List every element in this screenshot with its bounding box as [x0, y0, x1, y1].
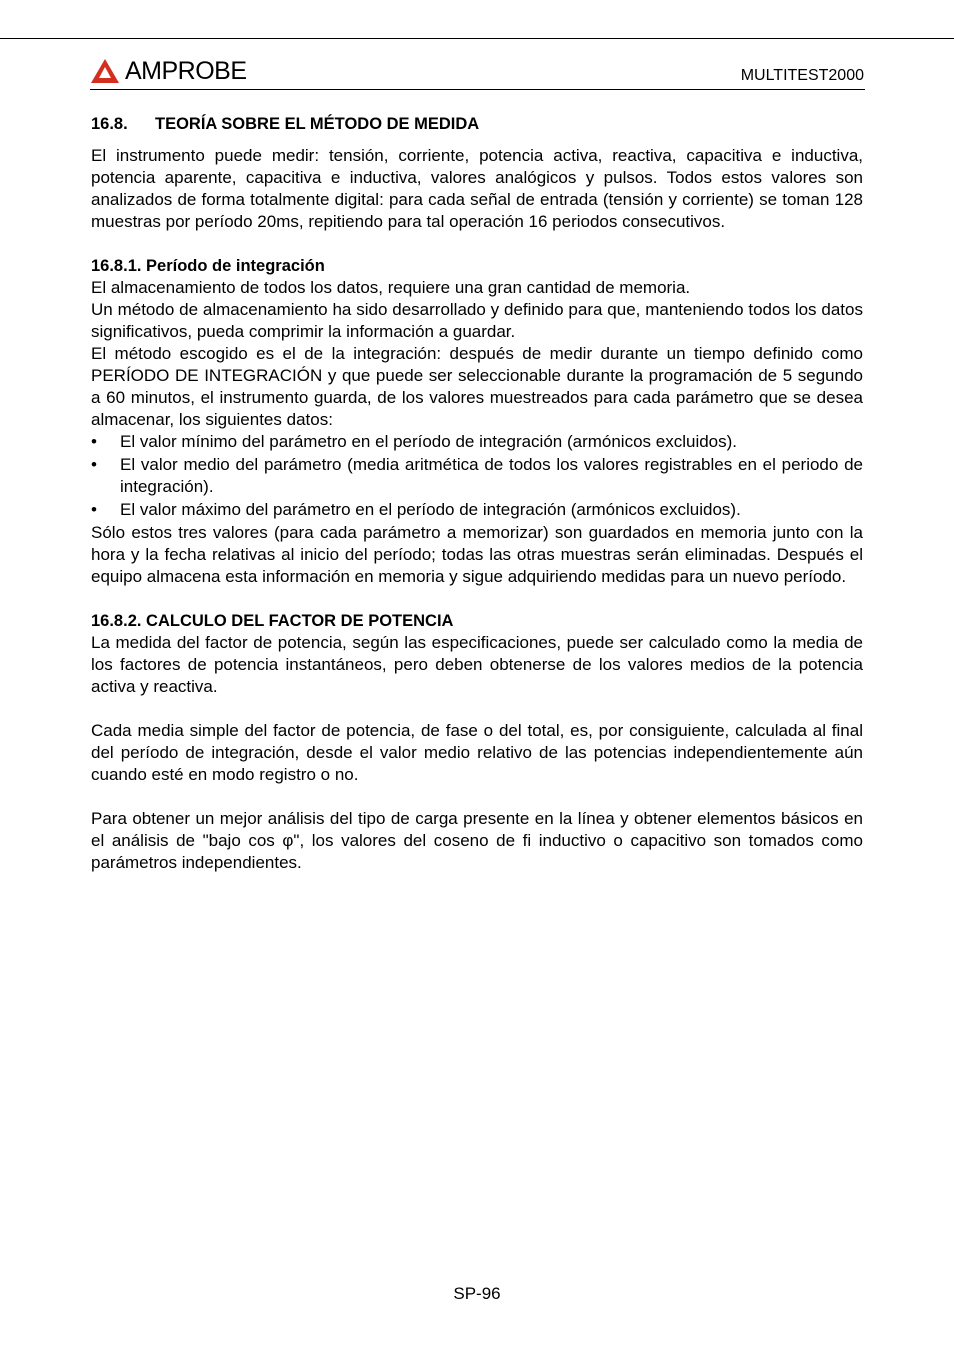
document-name: MULTITEST2000 — [740, 67, 864, 84]
page-content — [91, 113, 863, 874]
integration-paragraph-3: El método escogido es el de la integración: después de medir durante un tiempo definido como PERÍODO DE INTEGRACIÓN y que puede ser seleccionable durante la programación de 5 segundo a 60 minutos, el instrumento guarda, de los valores muestreados para cada parámetro que se desea almacenar, los siguientes datos: — [91, 344, 863, 429]
section-title: TEORÍA SOBRE EL MÉTODO DE MEDIDA — [155, 115, 480, 133]
section-number: 16.8. — [91, 115, 128, 133]
logo-text: AMPROBE — [125, 57, 247, 85]
subsection-heading-power-factor: 16.8.2. CALCULO DEL FACTOR DE POTENCIA — [91, 612, 454, 630]
power-factor-paragraph-1: La medida del factor de potencia, según las especificaciones, puede ser calculado como la media de los factores de potencia instantáneos, pero deben obtenerse de los valores medios de la potencia activa y reactiva. — [91, 633, 863, 696]
list-item: • El valor mínimo del parámetro en el período de integración (armónicos excluidos). — [91, 432, 738, 451]
top-rule — [0, 38, 954, 39]
section-heading — [91, 113, 863, 135]
bullet-icon: • — [91, 455, 97, 474]
list-item: • El valor máximo del parámetro en el período de integración (armónicos excluidos). — [91, 500, 741, 519]
page-header — [90, 55, 865, 90]
integration-paragraph-1: El almacenamiento de todos los datos, requiere una gran cantidad de memoria. — [91, 278, 691, 297]
page-number: SP-96 — [453, 1284, 501, 1303]
integration-paragraph-2: Un método de almacenamiento ha sido desarrollado y definido para que, manteniendo todos los datos significativos, pueda comprimir la información a guardar. — [91, 300, 863, 341]
integration-paragraph-4: Sólo estos tres valores (para cada parámetro a memorizar) son guardados en memoria junto con la hora y la fecha relativas al inicio del período; todas las otras muestras serán eliminadas. Después el equipo almacena esta información en memoria y sigue adquiriendo medidas para un nuevo período. — [91, 523, 863, 586]
power-factor-paragraph-3: Para obtener un mejor análisis del tipo de carga presente en la línea y obtener elementos básicos en el análisis de "bajo cos φ", los valores del coseno de fi inductivo o capacitivo son tomados como parámetros independientes. — [91, 809, 863, 872]
power-factor-paragraph-2: Cada media simple del factor de potencia, de fase o del total, es, por consiguiente, calculada al final del período de integración, desde el valor medio relativo de las potencias independientemente aún cuando esté en modo registro o no. — [91, 721, 863, 784]
subsection-heading-integration: 16.8.1. Período de integración — [91, 257, 325, 275]
warning-triangle-icon — [90, 58, 120, 84]
bullet-icon: • — [91, 432, 97, 451]
integration-bullet-list — [91, 431, 863, 521]
list-item: • El valor medio del parámetro (media aritmética de todos los valores registrables en el periodo de integración). — [91, 455, 863, 496]
bullet-icon: • — [91, 500, 97, 519]
section-intro-paragraph: El instrumento puede medir: tensión, corriente, potencia activa, reactiva, capacitiva e inductiva, potencia aparente, capacitiva e inductiva, valores analógicos y pulsos. Todos estos valores son analizados de forma totalmente digital: para cada señal de entrada (tensión y corriente) se toman 128 muestras por período 20ms, repitiendo para tal operación 16 periodos consecutivos. — [91, 146, 863, 231]
amprobe-logo — [90, 57, 247, 85]
